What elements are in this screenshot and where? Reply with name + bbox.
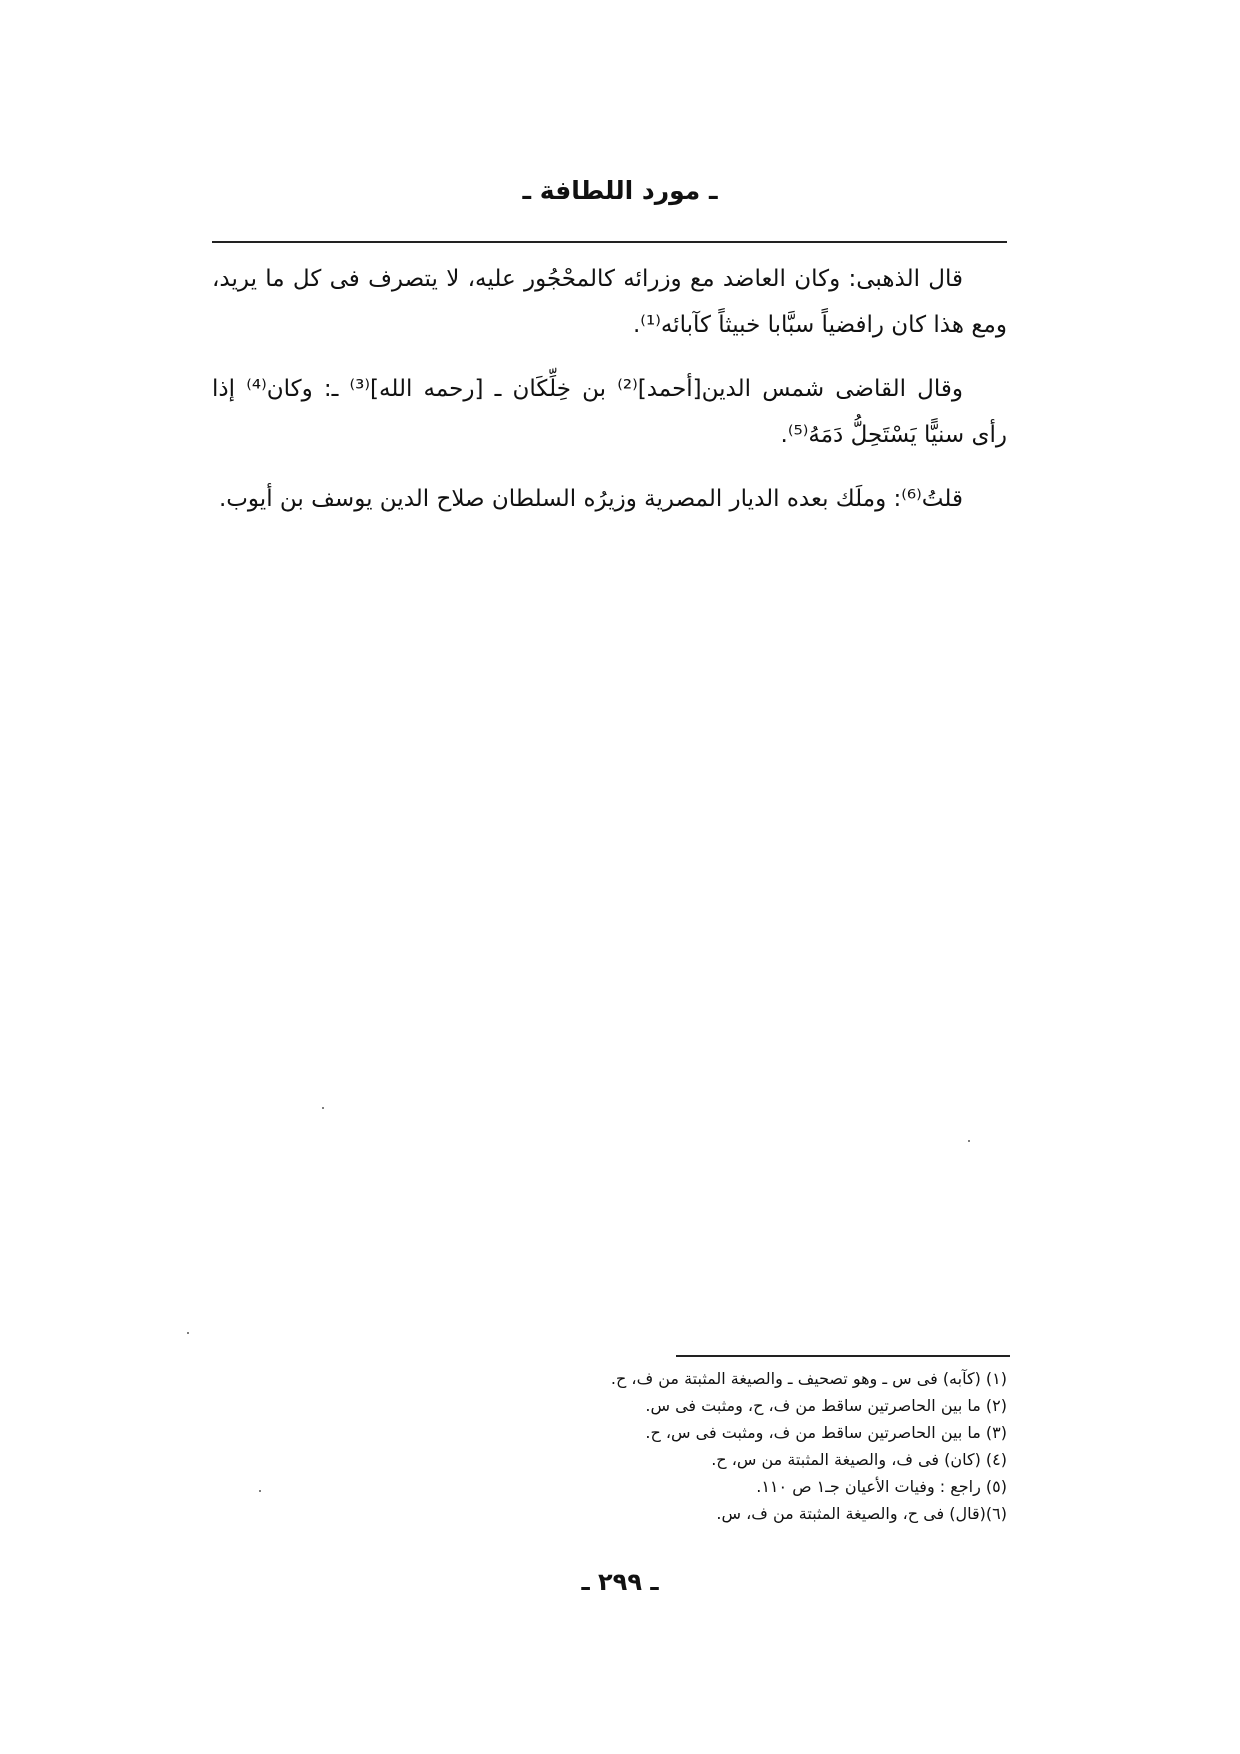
footnotes [447, 1365, 1007, 1527]
body-text [212, 256, 1007, 540]
footnote-divider [676, 1355, 1010, 1357]
footnote: (٣) ما بين الحاصرتين ساقط من ف، ومثبت فى س، ح. [645, 1423, 1007, 1442]
page-number: ـ ٢٩٩ ـ [581, 1568, 659, 1596]
header-divider [212, 241, 1007, 243]
running-header: ـ مورد اللطافة ـ [522, 176, 718, 205]
footnote: (٤) (كان) فى ف، والصيغة المثبتة من س، ح. [711, 1450, 1007, 1469]
body-paragraph: وقال القاضى شمس الدين[أحمد]⁽²⁾ بن خِلِّكَان ـ [رحمه الله]⁽³⁾ ـ: وكان⁽⁴⁾ إذا رأى سنيًّا يَسْتَحِلُّ دَمَهُ⁽⁵⁾. [212, 376, 1007, 448]
scan-speck [322, 1107, 324, 1109]
footnote: (٢) ما بين الحاصرتين ساقط من ف، ح، ومثبت فى س. [645, 1396, 1007, 1415]
scan-speck [259, 1490, 261, 1492]
body-paragraph: قلتُ⁽⁶⁾: وملَك بعده الديار المصرية وزيرُه السلطان صلاح الدين يوسف بن أيوب. [218, 486, 963, 512]
scan-speck [187, 1332, 189, 1334]
body-paragraph: قال الذهبى: وكان العاضد مع وزرائه كالمحْجُور عليه، لا يتصرف فى كل ما يريد، ومع هذا كان رافضياً سبَّابا خبيثاً كآبائه⁽¹⁾. [212, 266, 1007, 338]
scan-speck [968, 1140, 970, 1142]
footnote: (١) (كآبه) فى س ـ وهو تصحيف ـ والصيغة المثبتة من ف، ح. [610, 1369, 1007, 1388]
footnote: (٦)(قال) فى ح، والصيغة المثبتة من ف، س. [716, 1504, 1007, 1523]
footnote: (٥) راجع : وفيات الأعيان جـ١ ص ١١٠. [756, 1477, 1007, 1496]
